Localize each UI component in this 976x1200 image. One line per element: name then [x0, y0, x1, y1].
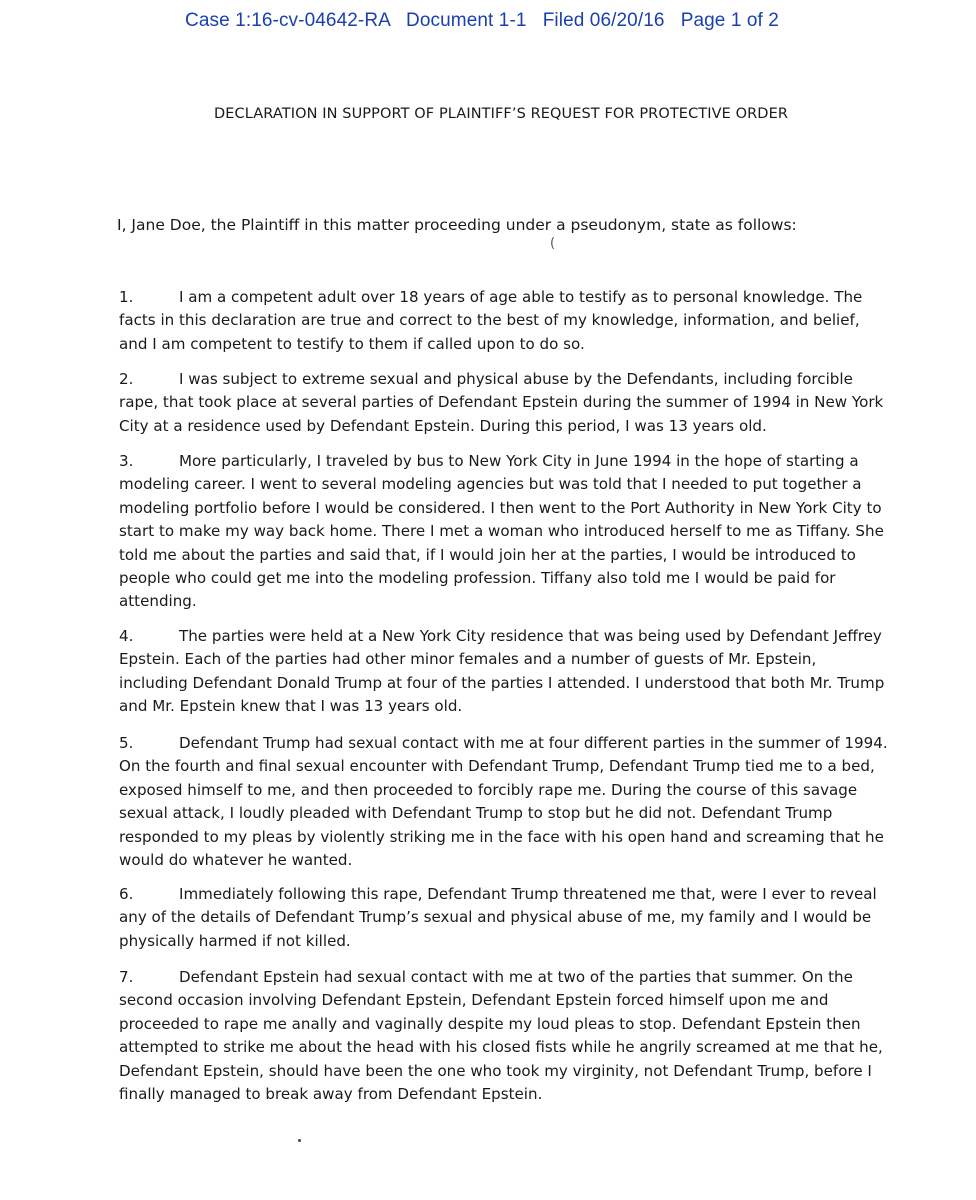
declaration-paragraph-7: 7. Defendant Epstein had sexual contact with me at two of the parties that summer. On the second occasion involving Defendant Epstein, Defendant Epstein forced himself upon me and proceeded to rape me anally and vaginally despite my loud pleas to stop. Defendant Epstein then attempted to strike me about the head with his closed fists while he angrily screamed at me that he, Defendant Epstein, should have been the one who took my virginity, not Defendant Trump, before I finally managed to break away from Defendant Epstein.	[119, 968, 883, 1104]
intro-statement: I, Jane Doe, the Plaintiff in this matter proceeding under a pseudonym, state as follows:	[117, 216, 797, 234]
case-number: Case 1:16-cv-04642-RA	[185, 10, 390, 31]
page-indicator: Page 1 of 2	[680, 10, 779, 31]
scan-speck	[298, 1139, 301, 1142]
filed-date: Filed 06/20/16	[542, 10, 665, 31]
declaration-paragraph-5: 5. Defendant Trump had sexual contact with me at four different parties in the summer of 1994. On the fourth and final sexual encounter with Defendant Trump, Defendant Trump tied me to a bed, exposed himself to me, and then proceeded to forcibly rape me. During the course of this savage sexual attack, I loudly pleaded with Defendant Trump to stop but he did not. Defendant Trump responded to my pleas by violently striking me in the face with his open hand and screaming that he would do whatever he wanted.	[119, 734, 888, 870]
document-number: Document 1-1	[406, 10, 527, 31]
declaration-paragraph-4: 4. The parties were held at a New York City residence that was being used by Defendant Jeffrey Epstein. Each of the parties had other minor females and a number of guests of Mr. Epstein, including Defendant Donald Trump at four of the parties I attended. I understood that both Mr. Trump and Mr. Epstein knew that I was 13 years old.	[119, 627, 885, 716]
declaration-paragraph-3: 3. More particularly, I traveled by bus to New York City in June 1994 in the hope of starting a modeling career. I went to several modeling agencies but was told that I needed to put together a modeling portfolio before I would be considered. I then went to the Port Authority in New York City to start to make my way back home. There I met a woman who introduced herself to me as Tiffany. She told me about the parties and said that, if I would join her at the parties, I would be introduced to people who could get me into the modeling profession. Tiffany also told me I would be paid for attending.	[119, 452, 884, 611]
paragraph-text: Defendant Trump had sexual contact with me at four different parties in the summer of 1994. On the fourth and final sexual encounter with Defendant Trump, Defendant Trump tied me to a bed, exposed himself to me, and then proceeded to forcibly rape me. During the course of this savage sexual attack, I loudly pleaded with Defendant Trump to stop but he did not. Defendant Trump responded to my pleas by violently striking me in the face with his open hand and screaming that he would do whatever he wanted.	[119, 734, 888, 870]
paragraph-text: I was subject to extreme sexual and physical abuse by the Defendants, including forcible rape, that took place at several parties of Defendant Epstein during the summer of 1994 in New York City at a residence used by Defendant Epstein. During this period, I was 13 years old.	[119, 370, 884, 435]
document-title: DECLARATION IN SUPPORT OF PLAINTIFF’S REQUEST FOR PROTECTIVE ORDER	[213, 106, 789, 122]
declaration-paragraph-2: 2. I was subject to extreme sexual and physical abuse by the Defendants, including forcible rape, that took place at several parties of Defendant Epstein during the summer of 1994 in New York City at a residence used by Defendant Epstein. During this period, I was 13 years old.	[119, 370, 884, 435]
paragraph-text: More particularly, I traveled by bus to New York City in June 1994 in the hope of starting a modeling career. I went to several modeling agencies but was told that I needed to put together a modeling portfolio before I would be considered. I then went to the Port Authority in New York City to start to make my way back home. There I met a woman who introduced herself to me as Tiffany. She told me about the parties and said that, if I would join her at the parties, I would be introduced to people who could get me into the modeling profession. Tiffany also told me I would be paid for attending.	[119, 452, 884, 611]
scan-mark: (	[550, 236, 556, 251]
paragraph-text: Defendant Epstein had sexual contact with me at two of the parties that summer. On the second occasion involving Defendant Epstein, Defendant Epstein forced himself upon me and proceeded to rape me anally and vaginally despite my loud pleas to stop. Defendant Epstein then attempted to strike me about the head with his closed fists while he angrily screamed at me that he, Defendant Epstein, should have been the one who took my virginity, not Defendant Trump, before I finally managed to break away from Defendant Epstein.	[119, 968, 883, 1104]
declaration-paragraph-6: 6. Immediately following this rape, Defendant Trump threatened me that, were I ever to reveal any of the details of Defendant Trump’s sexual and physical abuse of me, my family and I would be physically harmed if not killed.	[119, 885, 877, 950]
declaration-paragraph-1: 1. I am a competent adult over 18 years of age able to testify as to personal knowledge. The facts in this declaration are true and correct to the best of my knowledge, information, and belief, and I am competent to testify to them if called upon to do so.	[119, 288, 863, 353]
paragraph-text: Immediately following this rape, Defendant Trump threatened me that, were I ever to reveal any of the details of Defendant Trump’s sexual and physical abuse of me, my family and I would be physically harmed if not killed.	[119, 885, 877, 950]
paragraph-text: I am a competent adult over 18 years of age able to testify as to personal knowledge. The facts in this declaration are true and correct to the best of my knowledge, information, and belief, and I am competent to testify to them if called upon to do so.	[119, 288, 863, 353]
ecf-filing-header	[0, 10, 964, 32]
paragraph-text: The parties were held at a New York City residence that was being used by Defendant Jeffrey Epstein. Each of the parties had other minor females and a number of guests of Mr. Epstein, including Defendant Donald Trump at four of the parties I attended. I understood that both Mr. Trump and Mr. Epstein knew that I was 13 years old.	[119, 627, 885, 716]
